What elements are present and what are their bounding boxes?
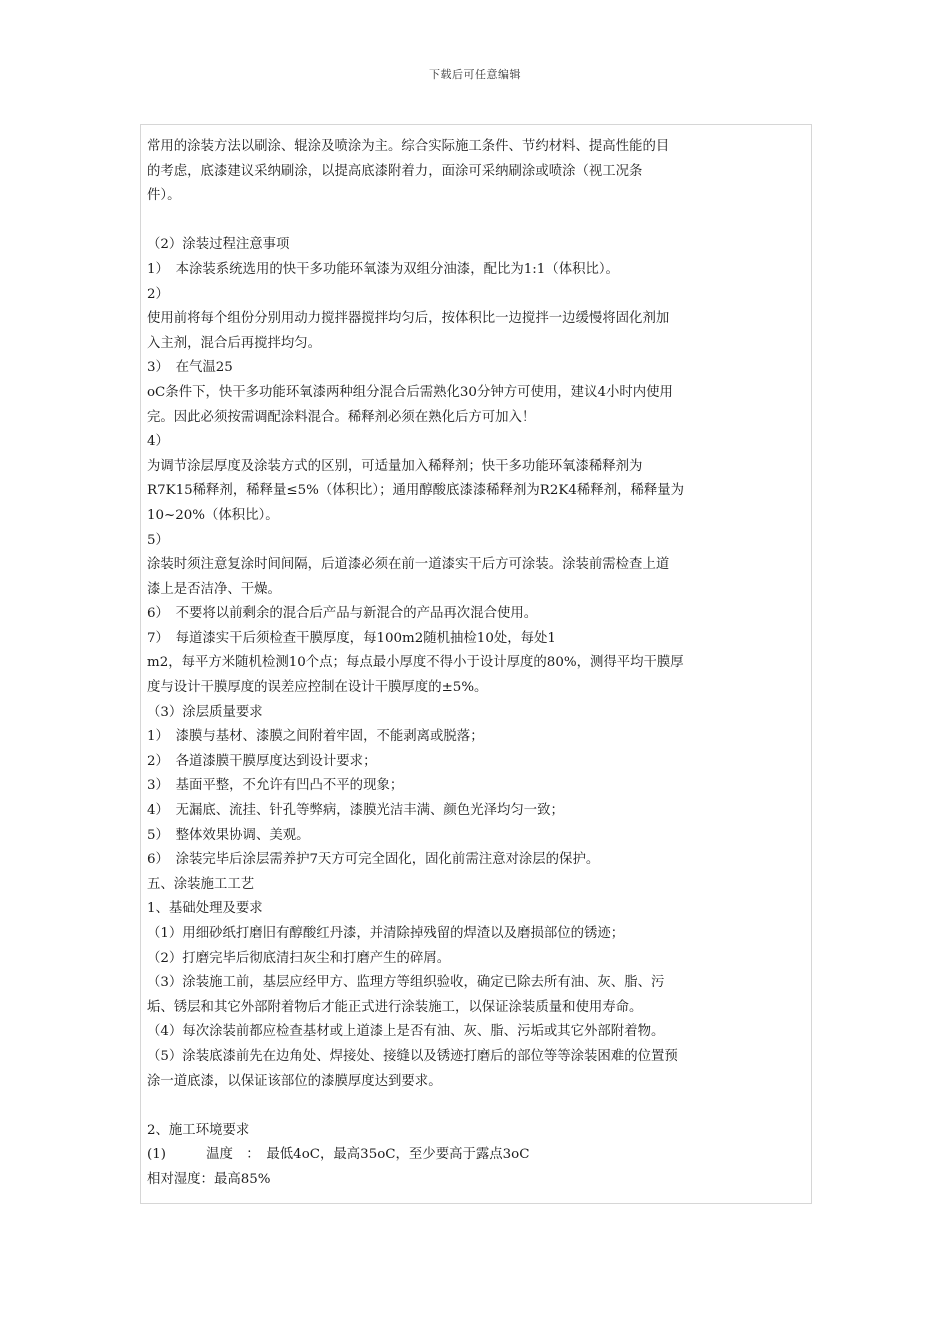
blank-line (147, 209, 805, 234)
text-line: 入主剂，混合后再搅拌均匀。 (147, 335, 322, 351)
text-line: 2） (147, 286, 169, 302)
text-line: 使用前将每个组份分别用动力搅拌器搅拌均匀后，按体积比一边搅拌一边缓慢将固化剂加 (147, 311, 670, 327)
text-line: （3）涂装施工前，基层应经甲方、监理方等组织验收，确定已除去所有油、灰、脂、污 (147, 975, 665, 991)
text-line: 涂一道底漆，以保证该部位的漆膜厚度达到要求。 (147, 1073, 442, 1089)
text-line: 3） 在气温25 (147, 360, 233, 376)
text-line: 1、基础处理及要求 (147, 901, 263, 917)
page-header: 下载后可任意编辑 (429, 68, 521, 81)
text-line: 垢、锈层和其它外部附着物后才能正式进行涂装施工，以保证涂装质量和使用寿命。 (147, 999, 643, 1015)
text-line: 五、涂装施工工艺 (147, 876, 255, 892)
text-line: 5） 整体效果协调、美观。 (147, 827, 310, 843)
text-line: （3）涂层质量要求 (147, 704, 263, 720)
text-line: 1） 本涂装系统选用的快干多功能环氧漆为双组分油漆，配比为1:1（体积比）。 (147, 261, 619, 277)
text-line: （5）涂装底漆前先在边角处、焊接处、接缝以及锈迹打磨后的部位等等涂装困难的位置预 (147, 1048, 678, 1064)
text-line: R7K15稀释剂，稀释量≤5%（体积比）；通用醇酸底漆漆稀释剂为R2K4稀释剂，稀释量为 (147, 483, 685, 499)
text-line: 5） (147, 532, 169, 548)
text-line: 漆上是否洁净、干燥。 (147, 581, 281, 597)
text-line: 6） 涂装完毕后涂层需养护7天方可完全固化，固化前需注意对涂层的保护。 (147, 852, 600, 868)
text-line: 2） 各道漆膜干膜厚度达到设计要求； (147, 753, 377, 769)
text-line: 10~20%（体积比）。 (147, 507, 279, 523)
text-line: 的考虑，底漆建议采纳刷涂，以提高底漆附着力，面涂可采纳刷涂或喷涂（视工况条 (147, 163, 643, 179)
text-line: （4）每次涂装前都应检查基材或上道漆上是否有油、灰、脂、污垢或其它外部附着物。 (147, 1024, 665, 1040)
text-line: 1） 漆膜与基材、漆膜之间附着牢固，不能剥离或脱落； (147, 729, 484, 745)
text-line: 常用的涂装方法以刷涂、辊涂及喷涂为主。综合实际施工条件、节约材料、提高性能的目 (147, 139, 670, 154)
text-line: (1) 温度 ： 最低4oC，最高35oC，至少要高于露点3oC (147, 1147, 530, 1163)
text-line: 2、施工环境要求 (147, 1122, 250, 1138)
text-line: 为调节涂层厚度及涂装方式的区别，可适量加入稀释剂；快干多功能环氧漆稀释剂为 (147, 458, 643, 474)
text-line: 完。因此必须按需调配涂料混合。稀释剂必须在熟化后方可加入！ (147, 409, 536, 425)
text-line: 3） 基面平整，不允许有凹凸不平的现象； (147, 778, 404, 794)
text-line: 度与设计干膜厚度的误差应控制在设计干膜厚度的±5%。 (147, 680, 488, 696)
text-line: 4） 无漏底、流挂、针孔等弊病，漆膜光洁丰满、颜色光泽均匀一致； (147, 803, 564, 819)
text-line: 件）。 (147, 188, 181, 204)
document-body (140, 124, 812, 1204)
blank-line (147, 1094, 805, 1119)
text-line: 4） (147, 434, 169, 450)
text-line: 相对湿度：最高85% (147, 1171, 271, 1187)
text-line: oC条件下，快干多功能环氧漆两种组分混合后需熟化30分钟方可使用，建议4小时内使用 (147, 384, 673, 400)
text-line: 涂装时须注意复涂时间间隔，后道漆必须在前一道漆实干后方可涂装。涂装前需检查上道 (147, 557, 670, 573)
text-line: 6） 不要将以前剩余的混合后产品与新混合的产品再次混合使用。 (147, 606, 538, 622)
text-line: m2，每平方米随机检测10个点；每点最小厚度不得小于设计厚度的80%，测得平均干膜厚 (147, 655, 684, 671)
text-line: （2）涂装过程注意事项 (147, 237, 290, 253)
text-line: （1）用细砂纸打磨旧有醇酸红丹漆，并清除掉残留的焊渣以及磨损部位的锈迹； (147, 926, 625, 941)
text-line: 7） 每道漆实干后须检查干膜厚度，每100m2随机抽检10处，每处1 (147, 630, 556, 646)
text-line: （2）打磨完毕后彻底清扫灰尘和打磨产生的碎屑。 (147, 950, 451, 966)
